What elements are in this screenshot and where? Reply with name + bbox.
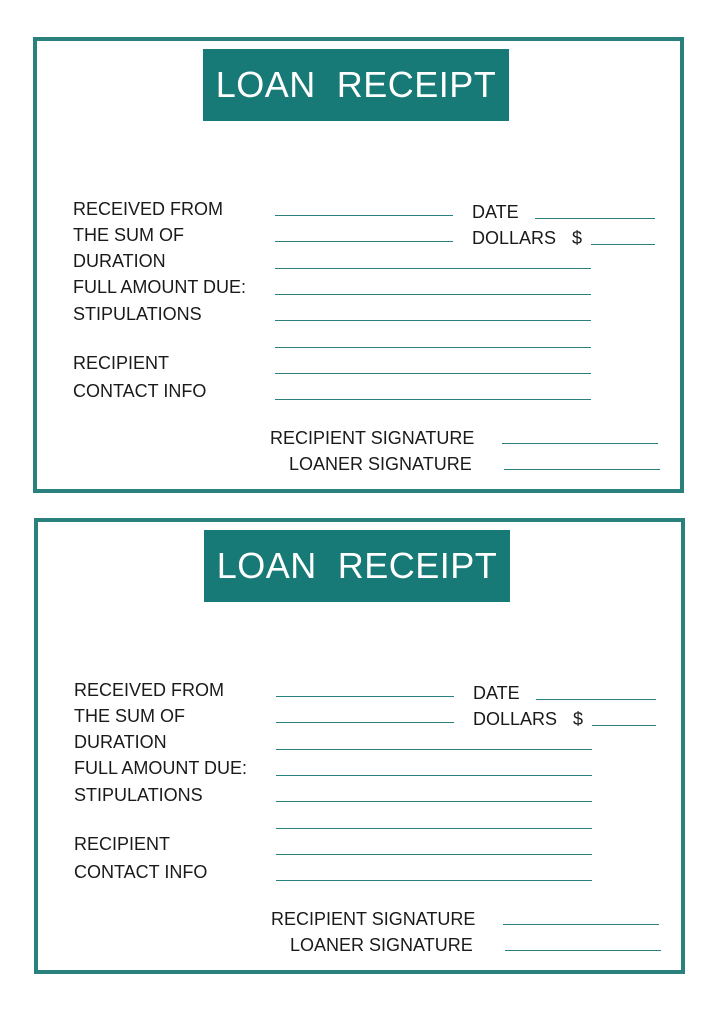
full-amount-due-label: FULL AMOUNT DUE: xyxy=(74,758,248,778)
loan-receipt-form xyxy=(34,518,685,974)
date-line[interactable] xyxy=(536,699,656,700)
contact-info-line[interactable] xyxy=(275,399,591,400)
recipient-signature-label: RECIPIENT SIGNATURE xyxy=(270,428,475,448)
contact-info-label: CONTACT INFO xyxy=(73,381,207,401)
received-from-label: RECEIVED FROM xyxy=(73,199,224,219)
contact-info-line[interactable] xyxy=(276,880,592,881)
received-from-label: RECEIVED FROM xyxy=(74,680,225,700)
loan-receipt-form xyxy=(33,37,684,493)
duration-line[interactable] xyxy=(275,268,591,269)
dollars-label: DOLLARS xyxy=(472,228,557,248)
receipt-title: LOAN RECEIPT xyxy=(204,530,510,602)
dollar-sign: $ xyxy=(572,228,583,248)
recipient-label: RECIPIENT xyxy=(74,834,171,854)
loaner-signature-label: LOANER SIGNATURE xyxy=(289,454,472,474)
full-amount-due-label: FULL AMOUNT DUE: xyxy=(73,277,247,297)
dollars-line[interactable] xyxy=(592,725,656,726)
dollars-line[interactable] xyxy=(591,244,655,245)
duration-label: DURATION xyxy=(74,732,167,752)
dollar-sign: $ xyxy=(573,709,584,729)
received-from-line[interactable] xyxy=(276,696,454,697)
dollars-label: DOLLARS xyxy=(473,709,558,729)
sum-of-line[interactable] xyxy=(276,722,454,723)
full-amount-due-line[interactable] xyxy=(276,775,592,776)
contact-info-label: CONTACT INFO xyxy=(74,862,208,882)
date-label: DATE xyxy=(473,683,520,703)
stipulations-line[interactable] xyxy=(276,801,592,802)
recipient-signature-line[interactable] xyxy=(503,924,659,925)
stipulations-line-2[interactable] xyxy=(275,347,591,348)
sum-of-label: THE SUM OF xyxy=(73,225,184,245)
date-line[interactable] xyxy=(535,218,655,219)
recipient-line[interactable] xyxy=(276,854,592,855)
recipient-signature-line[interactable] xyxy=(502,443,658,444)
sum-of-label: THE SUM OF xyxy=(74,706,185,726)
loaner-signature-line[interactable] xyxy=(505,950,661,951)
stipulations-label: STIPULATIONS xyxy=(74,785,203,805)
stipulations-line-2[interactable] xyxy=(276,828,592,829)
recipient-line[interactable] xyxy=(275,373,591,374)
full-amount-due-line[interactable] xyxy=(275,294,591,295)
recipient-signature-label: RECIPIENT SIGNATURE xyxy=(271,909,476,929)
stipulations-line[interactable] xyxy=(275,320,591,321)
received-from-line[interactable] xyxy=(275,215,453,216)
sum-of-line[interactable] xyxy=(275,241,453,242)
receipt-title: LOAN RECEIPT xyxy=(203,49,509,121)
loaner-signature-label: LOANER SIGNATURE xyxy=(290,935,473,955)
duration-label: DURATION xyxy=(73,251,166,271)
date-label: DATE xyxy=(472,202,519,222)
loaner-signature-line[interactable] xyxy=(504,469,660,470)
recipient-label: RECIPIENT xyxy=(73,353,170,373)
duration-line[interactable] xyxy=(276,749,592,750)
stipulations-label: STIPULATIONS xyxy=(73,304,202,324)
